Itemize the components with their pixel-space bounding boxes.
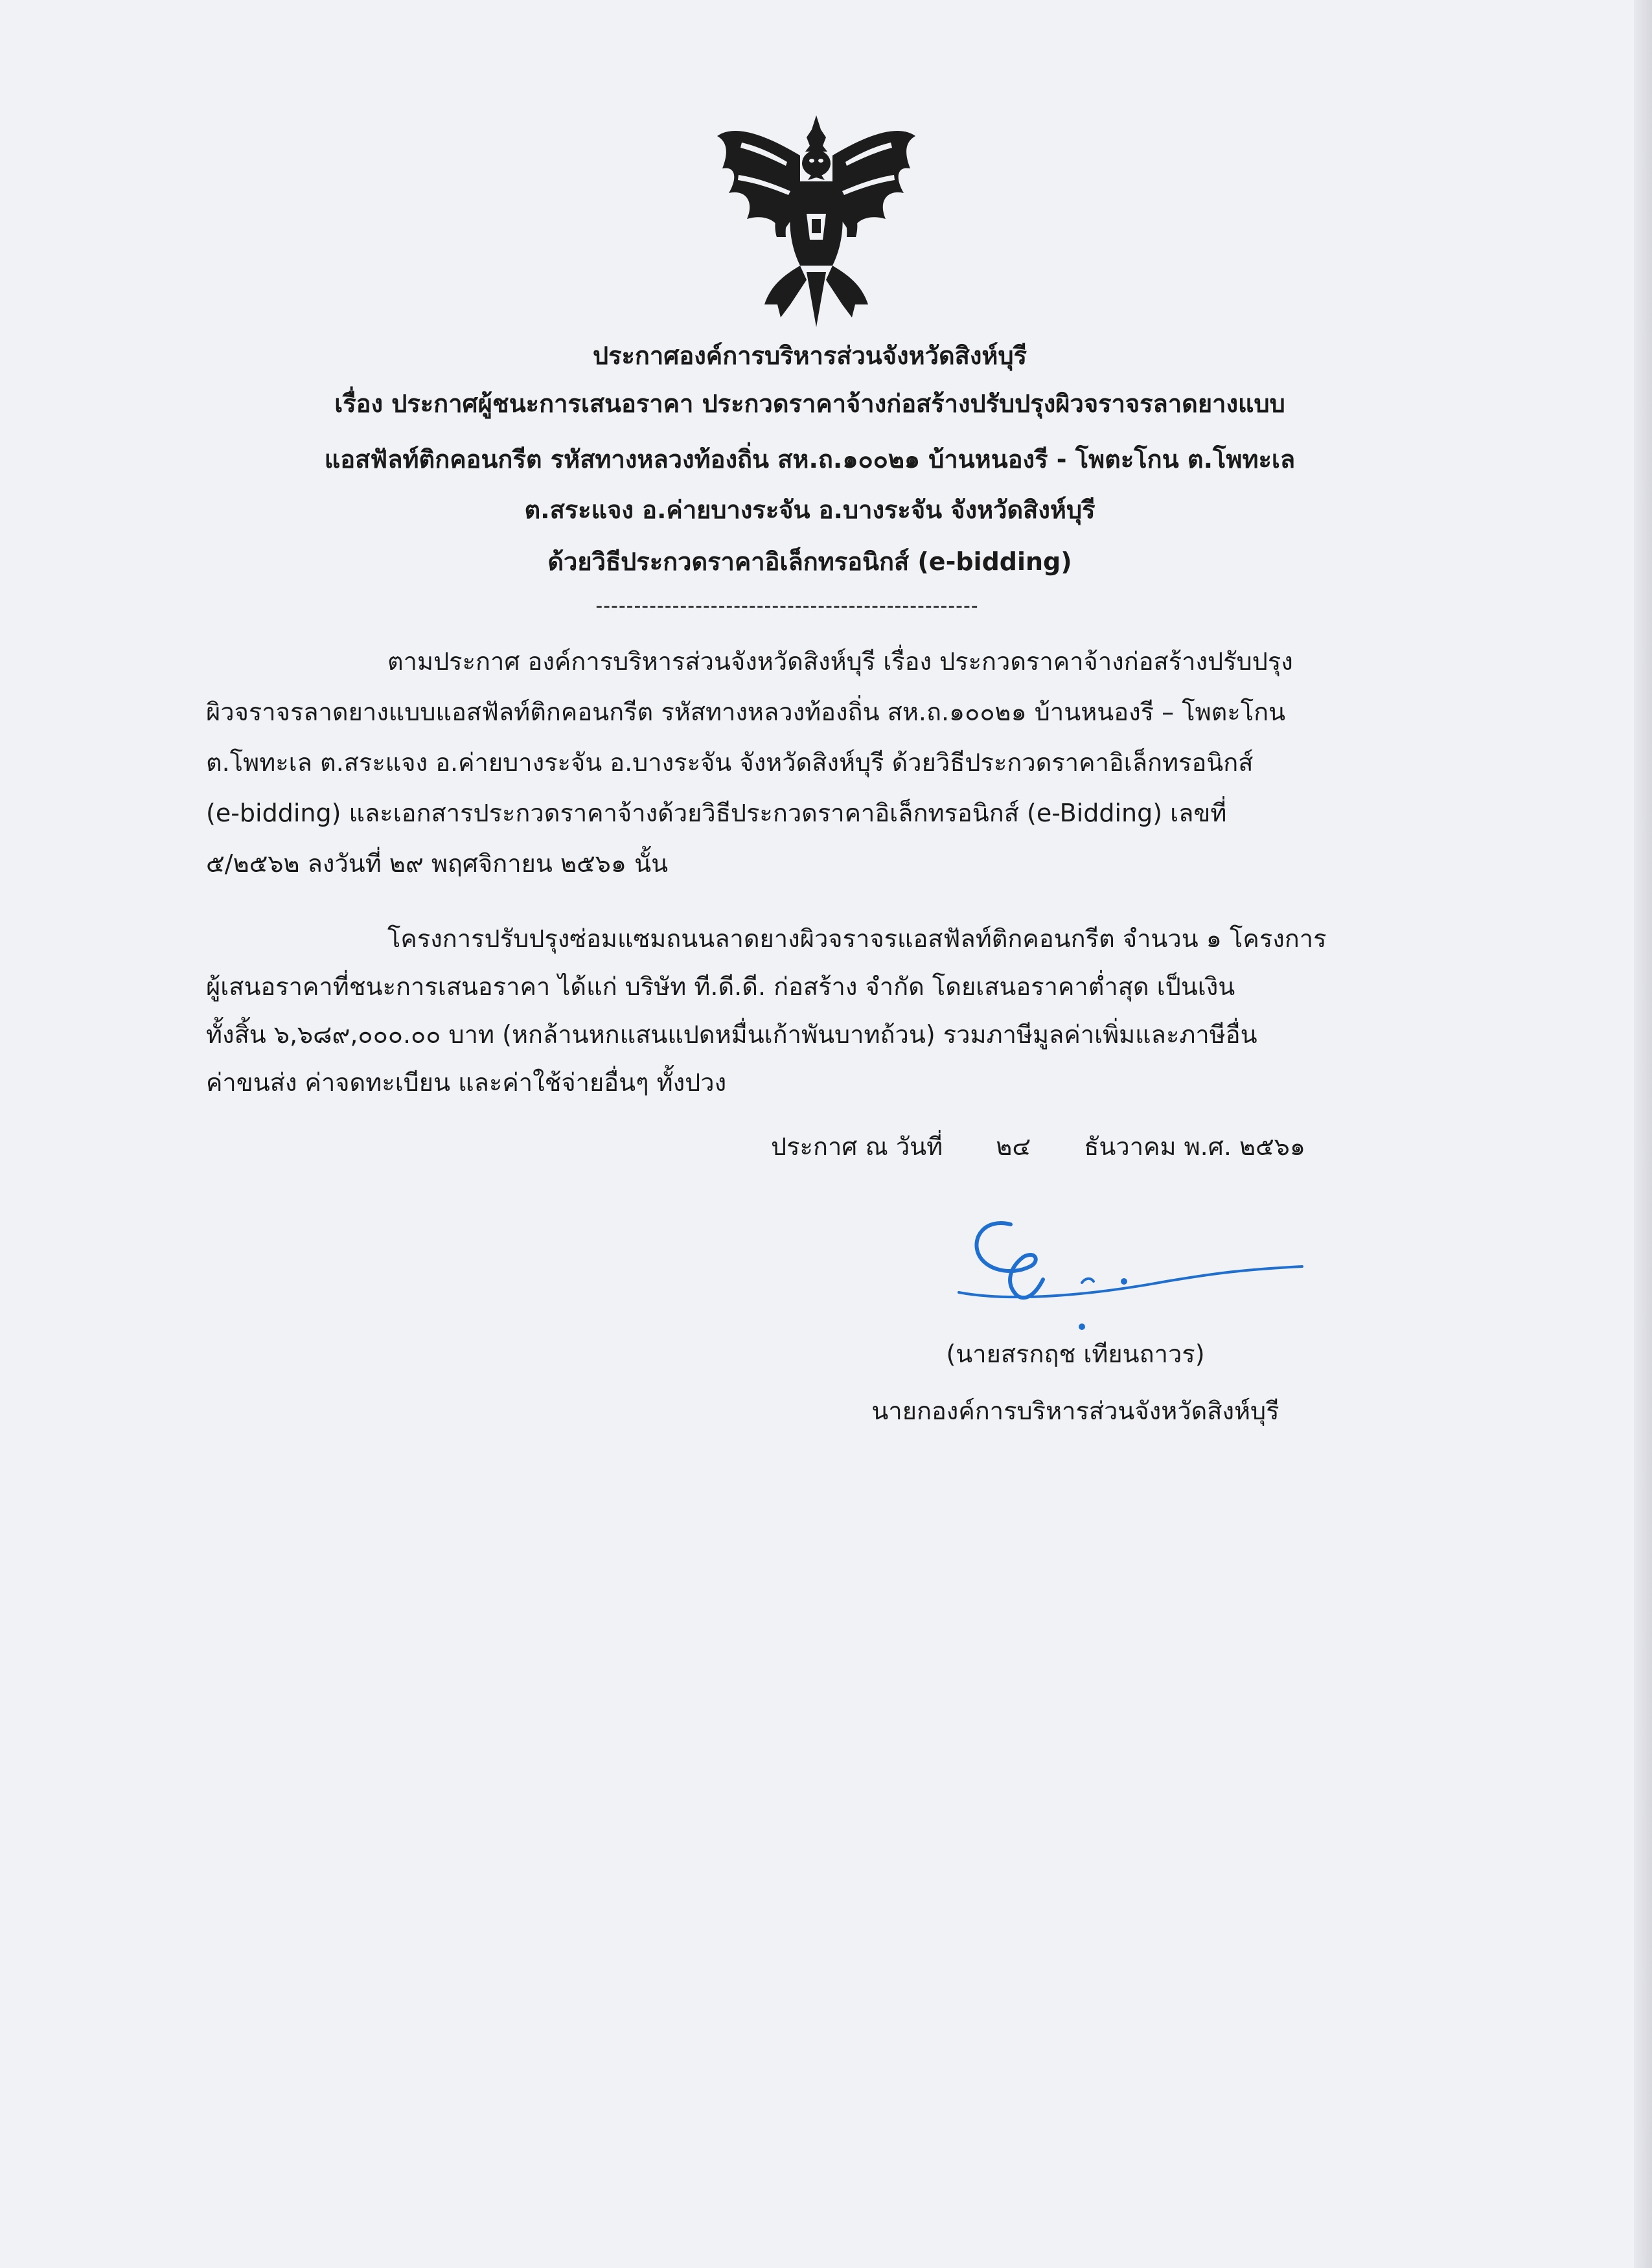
paragraph-2-line-4: ค่าขนส่ง ค่าจดทะเบียน และค่าใช้จ่ายอื่นๆ ทั้งปวง	[206, 1068, 727, 1097]
paragraph-1-line-5: ๕/๒๕๖๒ ลงวันที่ ๒๙ พฤศจิกายน ๒๕๖๑ นั้น	[206, 849, 669, 878]
garuda-emblem-icon	[709, 110, 923, 330]
announcement-date	[771, 1127, 1419, 1166]
date-month-year: ธันวาคม พ.ศ. ๒๕๖๑	[1084, 1132, 1306, 1161]
handwritten-signature	[933, 1205, 1322, 1334]
subject-line-2: แอสฟัลท์ติกคอนกรีต รหัสทางหลวงท้องถิ่น สห.ถ.๑๐๐๒๑ บ้านหนองรี - โพตะโกน ต.โพทะเล	[324, 445, 1296, 474]
paragraph-1-line-3: ต.โพทะเล ต.สระแจง อ.ค่ายบางระจัน อ.บางระจัน จังหวัดสิงห์บุรี ด้วยวิธีประกวดราคาอิเล็กทรอนิกส์	[206, 748, 1254, 777]
date-prefix: ประกาศ ณ วันที่	[771, 1132, 943, 1161]
paragraph-2-line-2: ผู้เสนอราคาที่ชนะการเสนอราคา ได้แก่ บริษัท ที.ดี.ดี. ก่อสร้าง จำกัด โดยเสนอราคาต่ำสุด เป็นเงิน	[206, 972, 1235, 1001]
body-paragraph-1	[206, 636, 1437, 889]
paragraph-1-line-1: ตามประกาศ องค์การบริหารส่วนจังหวัดสิงห์บุรี เรื่อง ประกวดราคาจ้างก่อสร้างปรับปรุง	[387, 647, 1293, 676]
announcement-title: ประกาศองค์การบริหารส่วนจังหวัดสิงห์บุรี	[592, 341, 1027, 370]
date-day: ๒๔	[996, 1132, 1031, 1161]
paragraph-1-line-4: (e-bidding) และเอกสารประกวดราคาจ้างด้วยวิธีประกวดราคาอิเล็กทรอนิกส์ (e-Bidding) เลขที่	[206, 799, 1227, 827]
signer-name: (นายสรกฤช เทียนถาวร)	[946, 1340, 1205, 1368]
paragraph-1-line-2: ผิวจราจรลาดยางแบบแอสฟัลท์ติกคอนกรีต รหัสทางหลวงท้องถิ่น สห.ถ.๑๐๐๒๑ บ้านหนองรี – โพตะโกน	[206, 698, 1286, 726]
subject-line-1: เรื่อง ประกาศผู้ชนะการเสนอราคา ประกวดราคาจ้างก่อสร้างปรับปรุงผิวจราจรลาดยางแบบ	[334, 389, 1285, 418]
scan-edge	[1634, 0, 1652, 2268]
separator-line: --------------------------------------------------	[595, 595, 979, 617]
subject-line-4: ด้วยวิธีประกวดราคาอิเล็กทรอนิกส์ (e-bidding)	[547, 547, 1072, 576]
paragraph-2-line-1: โครงการปรับปรุงซ่อมแซมถนนลาดยางผิวจราจรแอสฟัลท์ติกคอนกรีต จำนวน ๑ โครงการ	[387, 924, 1327, 953]
signer-position: นายกองค์การบริหารส่วนจังหวัดสิงห์บุรี	[871, 1397, 1279, 1425]
body-paragraph-2	[206, 915, 1437, 1106]
subject-line-3: ต.สระแจง อ.ค่ายบางระจัน อ.บางระจัน จังหวัดสิงห์บุรี	[524, 496, 1096, 524]
paragraph-2-line-3: ทั้งสิ้น ๖,๖๘๙,๐๐๐.๐๐ บาท (หกล้านหกแสนแปดหมื่นเก้าพันบาทถ้วน) รวมภาษีมูลค่าเพิ่มและภาษีอื่น	[206, 1020, 1257, 1049]
